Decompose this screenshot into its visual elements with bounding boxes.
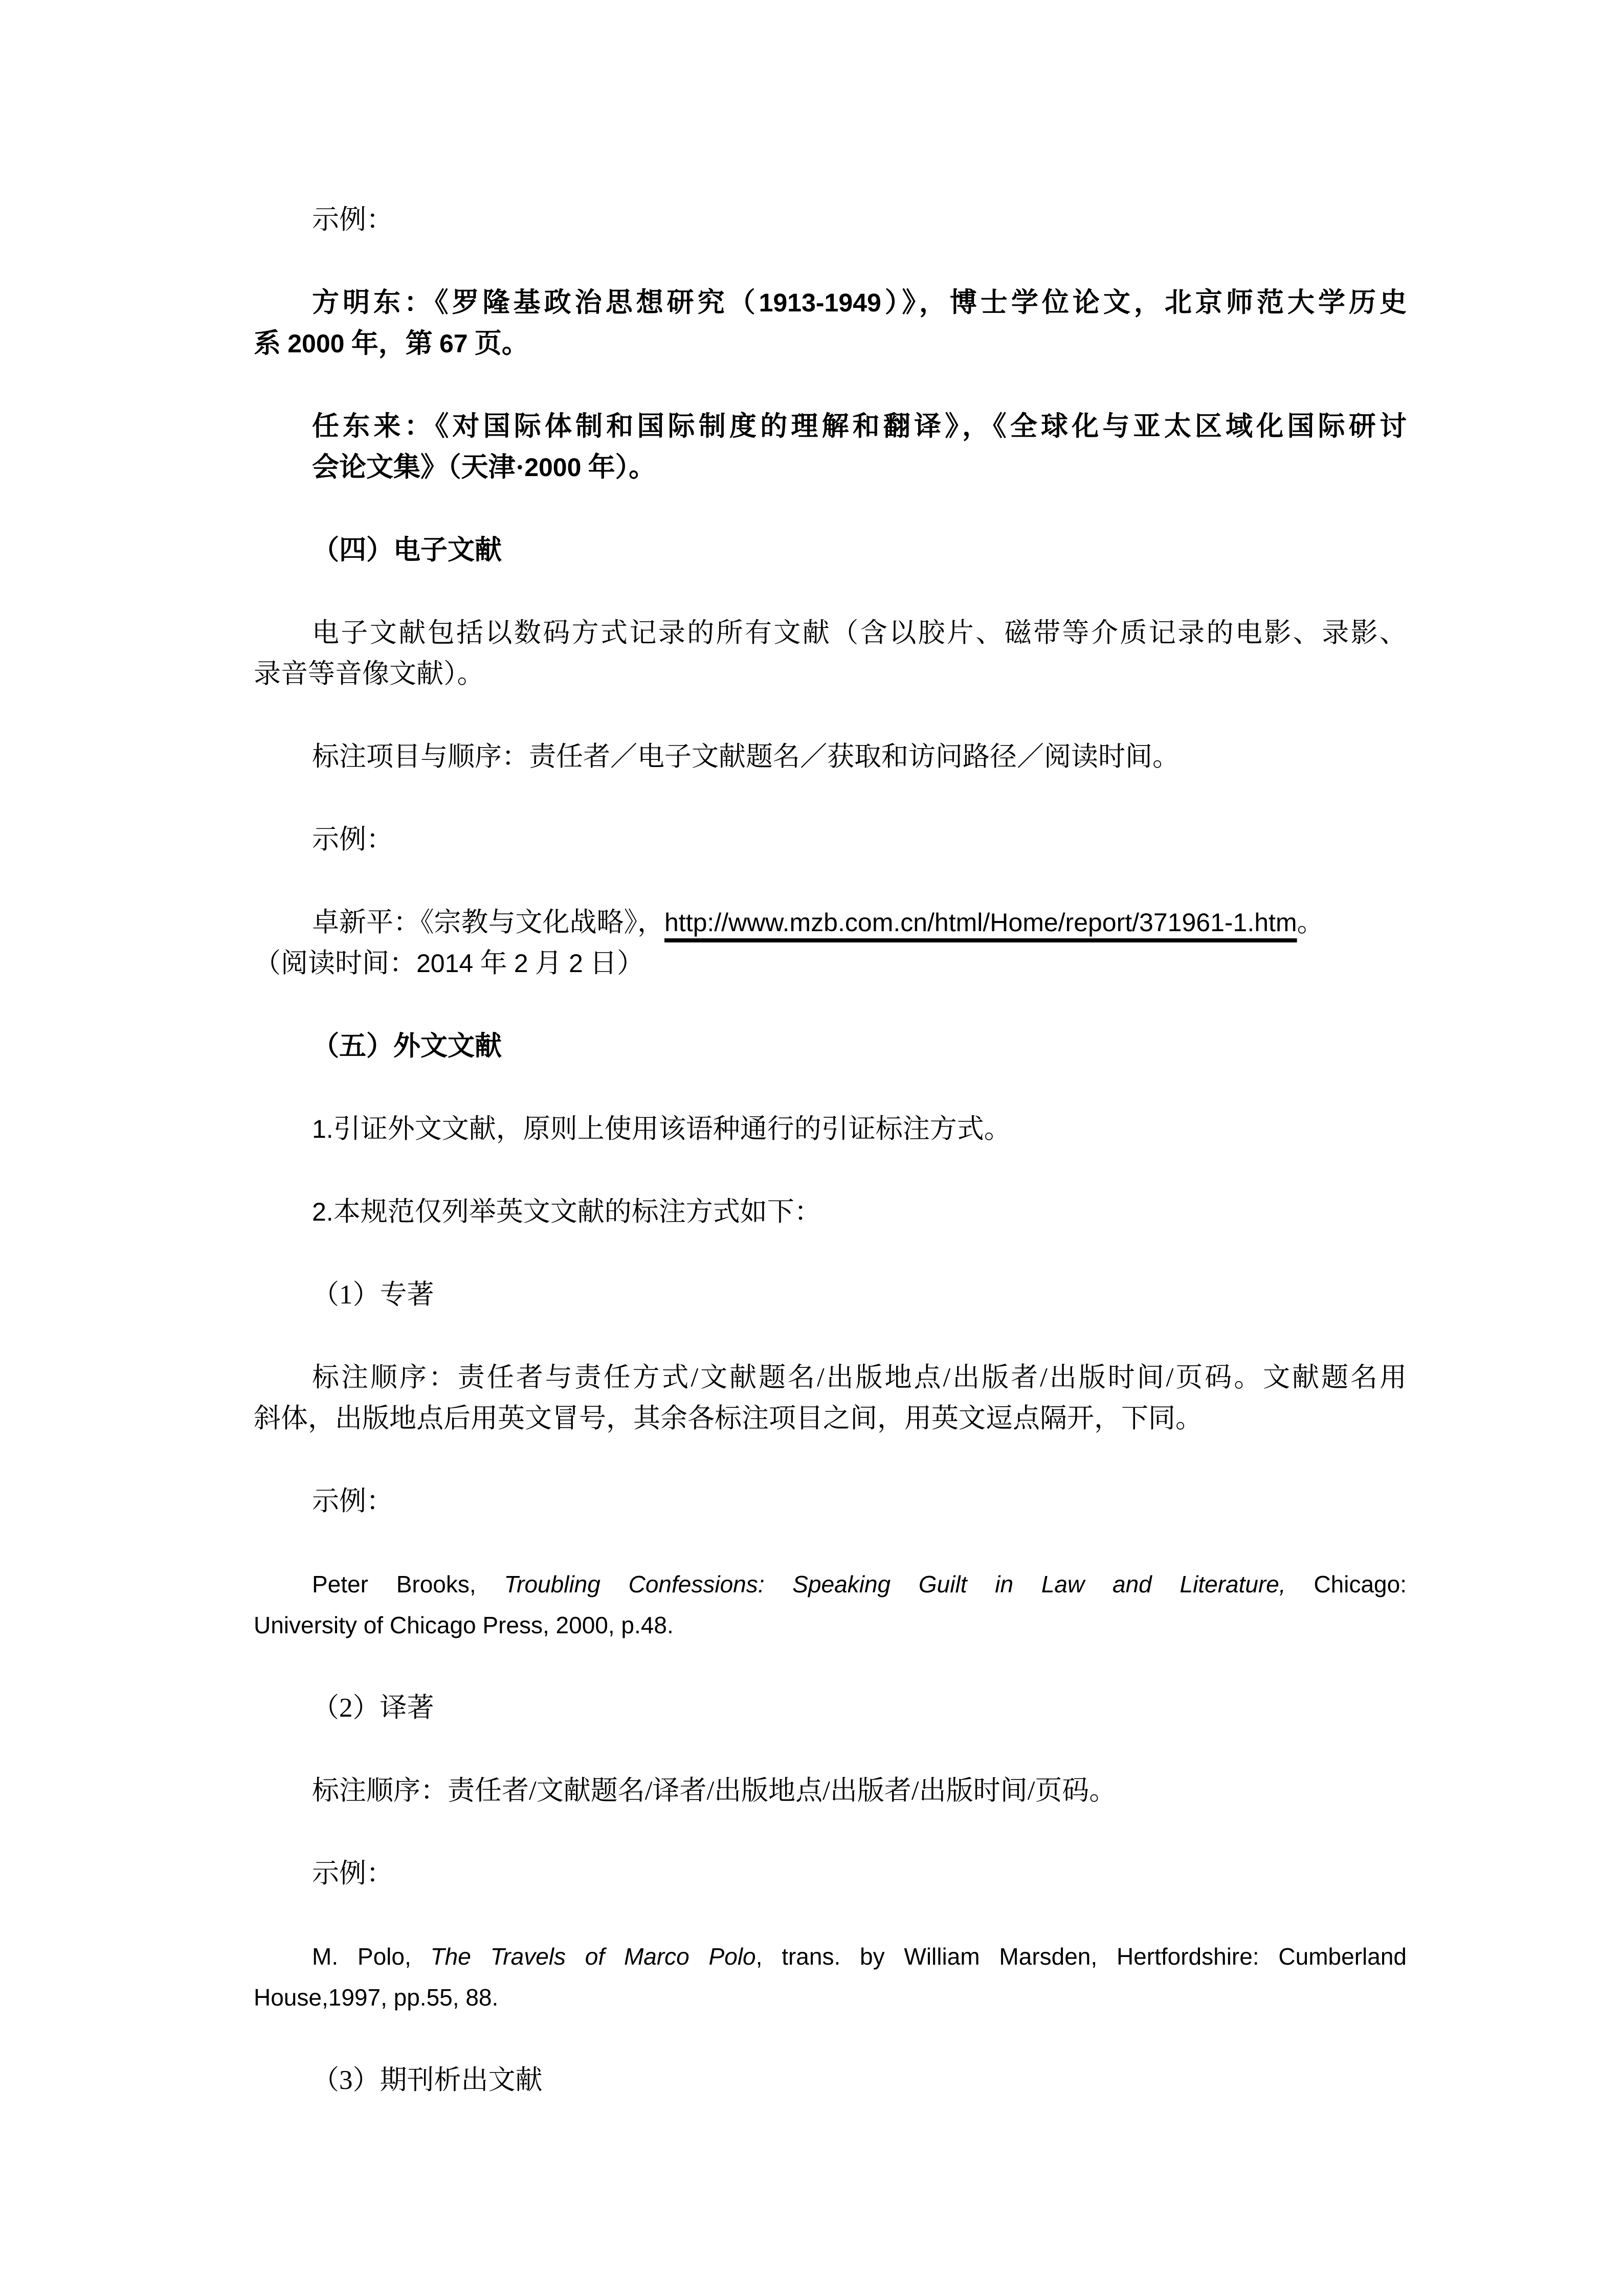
text-segment: M. Polo, — [312, 1943, 431, 1970]
text-segment: 示例： — [312, 205, 393, 235]
text-segment: 标注项目与顺序：责任者／电子文献题名／获取和访问路径／阅读时间。 — [312, 742, 1180, 772]
text-line — [254, 323, 1407, 364]
text-segment: 标注顺序：责任者/文献题名/译者/出版地点/出版者/出版时间/页码。 — [312, 1776, 1117, 1806]
subheading-3-journal-article — [254, 2060, 1407, 2101]
text-segment: 。 — [1297, 908, 1324, 937]
text-segment: 斜体，出版地点后用英文冒号，其余各标注项目之间，用英文逗点隔开，下同。 — [254, 1404, 1203, 1433]
text-segment: 年，第 — [344, 329, 439, 358]
subheading-2-translated-work — [254, 1687, 1407, 1728]
text-segment: 1. — [312, 1115, 333, 1143]
text-line — [254, 1605, 1407, 1646]
text-line — [254, 2060, 1407, 2101]
text-segment: House,1997, pp.55, 88. — [254, 1984, 499, 2011]
text-line — [254, 1977, 1407, 2018]
text-segment: 67 — [439, 329, 468, 358]
text-segment: Peter Brooks, — [312, 1571, 504, 1597]
example-label-1 — [254, 199, 1407, 240]
text-segment: 会论文集》（天津· — [312, 453, 525, 482]
text-segment: 2 — [514, 949, 528, 978]
text-segment: 1913-1949 — [759, 288, 881, 317]
text-line — [254, 1770, 1407, 1811]
text-segment: , trans. by William Marsden, Hertfordshire: Cumberland — [755, 1943, 1407, 1970]
text-segment: 2000 — [287, 329, 345, 358]
para-rule-1 — [254, 1109, 1407, 1150]
text-segment: （2）译著 — [312, 1693, 434, 1723]
example-label-2 — [254, 819, 1407, 860]
example-label-4 — [254, 1853, 1407, 1894]
text-segment: 2 — [569, 949, 583, 978]
text-segment: （1）专著 — [312, 1280, 434, 1310]
para-annotation-items-order — [254, 736, 1407, 777]
text-segment: （四）电子文献 — [312, 535, 502, 565]
text-line — [254, 1191, 1407, 1232]
citation-zhuo-xinping — [254, 902, 1407, 984]
text-line — [254, 1687, 1407, 1728]
text-line — [254, 943, 1407, 984]
heading-section-4-electronic-documents — [254, 530, 1407, 571]
text-segment: ）》，博士学位论文，北京师范大学历史 — [881, 288, 1407, 318]
text-line — [254, 819, 1407, 860]
book-title-italic: The Travels of Marco Polo — [430, 1943, 756, 1970]
text-line — [254, 1274, 1407, 1315]
text-segment: （阅读时间： — [254, 949, 416, 978]
text-line — [254, 1936, 1407, 1977]
text-segment: 年）。 — [581, 453, 656, 482]
text-line — [254, 1853, 1407, 1894]
book-title-italic: Troubling Confessions: Speaking Guilt in Law and Literature, — [504, 1571, 1286, 1597]
text-segment: 标注顺序：责任者与责任方式/文献题名/出版地点/出版者/出版时间/页码。文献题名用 — [312, 1363, 1407, 1392]
text-line — [254, 1564, 1407, 1605]
subheading-1-monograph — [254, 1274, 1407, 1315]
text-segment: 任东来：《对国际体制和国际制度的理解和翻译》，《全球化与亚太区域化国际研讨 — [312, 412, 1407, 441]
text-segment: 系 — [254, 329, 288, 358]
para-order-monograph — [254, 1357, 1407, 1439]
text-line — [254, 1109, 1407, 1150]
citation-fang-mingdong — [254, 282, 1407, 364]
text-segment: 引证外文文献，原则上使用该语种通行的引证标注方式。 — [333, 1114, 1011, 1144]
text-segment: 月 — [528, 949, 569, 978]
citation-peter-brooks — [254, 1564, 1407, 1646]
text-segment: 示例： — [312, 825, 393, 854]
text-line — [254, 282, 1407, 323]
text-segment: 卓新平：《宗教与文化战略》， — [312, 908, 664, 937]
text-line — [254, 406, 1407, 447]
text-line — [254, 902, 1407, 943]
text-segment: Chicago: — [1285, 1571, 1407, 1597]
citation-ren-donglai — [254, 406, 1407, 488]
text-segment: 页。 — [468, 329, 529, 358]
heading-section-5-foreign-documents — [254, 1026, 1407, 1067]
text-segment: 2000 — [524, 453, 582, 482]
text-line — [254, 613, 1407, 654]
text-line — [254, 1481, 1407, 1522]
text-segment: 2014 — [416, 949, 474, 978]
text-line — [254, 447, 1407, 488]
text-segment: 方明东：《罗隆基政治思想研究（ — [312, 288, 759, 318]
text-segment: 电子文献包括以数码方式记录的所有文献（含以胶片、磁带等介质记录的电影、录影、 — [312, 618, 1407, 648]
text-segment: （3）期刊析出文献 — [312, 2065, 543, 2095]
para-electronic-definition — [254, 613, 1407, 694]
text-segment: （五）外文文献 — [312, 1031, 502, 1061]
text-segment: 示例： — [312, 1859, 393, 1888]
text-line — [254, 654, 1407, 694]
text-segment: 本规范仅列举英文文献的标注方式如下： — [333, 1197, 821, 1227]
text-segment: University of Chicago Press, 2000, p.48. — [254, 1612, 674, 1638]
text-segment: 录音等音像文献）。 — [254, 659, 484, 689]
text-segment: 年 — [473, 949, 514, 978]
text-line — [254, 530, 1407, 571]
text-line — [254, 736, 1407, 777]
hyperlink-url[interactable]: http://www.mzb.com.cn/html/Home/report/371961-1.htm — [664, 908, 1297, 937]
text-segment: 日） — [583, 949, 644, 978]
text-line — [254, 1357, 1407, 1398]
text-line — [254, 1026, 1407, 1067]
text-line — [254, 1398, 1407, 1439]
para-order-translation — [254, 1770, 1407, 1811]
text-segment: 示例： — [312, 1487, 393, 1516]
text-line — [254, 199, 1407, 240]
text-segment: 2. — [312, 1198, 333, 1226]
citation-marco-polo — [254, 1936, 1407, 2018]
para-rule-2 — [254, 1191, 1407, 1232]
example-label-3 — [254, 1481, 1407, 1522]
